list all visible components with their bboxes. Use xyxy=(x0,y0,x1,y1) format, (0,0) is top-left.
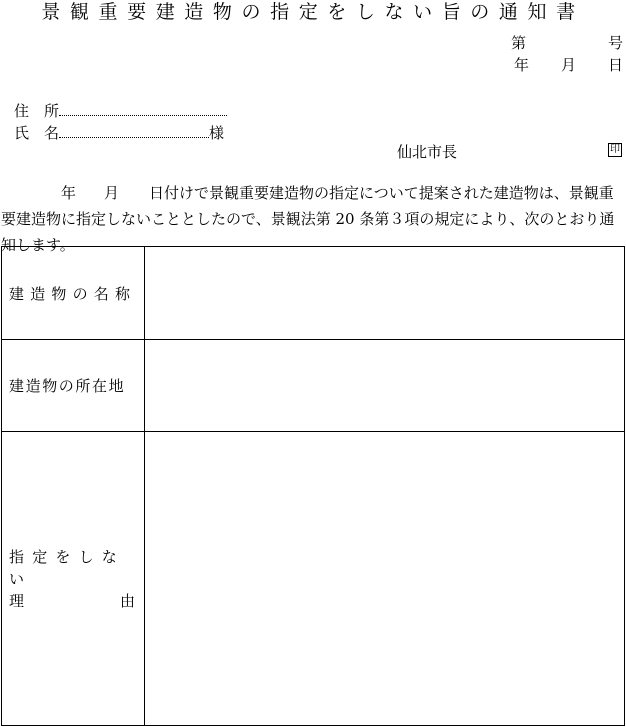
table-row xyxy=(2,247,625,340)
date-day: 日 xyxy=(607,56,623,74)
address-line xyxy=(14,101,227,121)
body-month: 月 xyxy=(104,184,120,202)
building-location-label: 建造物の所在地 xyxy=(9,377,126,395)
body-text: 日付けで景観重要建造物の指定について提案された建造物は、景観重要建造物に指定しないこととしたので、景観法第 20 条第３項の規定により、次のとおり通知します。 xyxy=(1,184,615,254)
document-title: 景観重要建造物の指定をしない旨の通知書 xyxy=(41,1,585,23)
address-field[interactable] xyxy=(59,101,227,116)
building-name-label: 建造物の名称 xyxy=(9,284,137,303)
number-suffix: 号 xyxy=(607,34,623,52)
number-prefix: 第 xyxy=(510,34,526,52)
reason-label-ri: 理 xyxy=(9,591,25,610)
seal-mark: 印 xyxy=(610,144,620,155)
name-line xyxy=(14,123,224,143)
building-name-label-cell xyxy=(2,247,145,340)
date-month: 月 xyxy=(560,56,576,74)
issuer-title: 仙北市長 xyxy=(397,143,458,161)
reason-value[interactable] xyxy=(145,432,625,726)
name-field[interactable] xyxy=(59,123,209,138)
name-label: 氏 名 xyxy=(14,124,60,142)
building-name-value[interactable] xyxy=(145,247,625,340)
table-row xyxy=(2,340,625,432)
building-location-value[interactable] xyxy=(145,340,625,432)
reason-label-line1: 指定をしない xyxy=(9,547,126,588)
building-location-label-cell xyxy=(2,340,145,432)
date-year: 年 xyxy=(513,56,529,74)
address-label: 住 所 xyxy=(14,102,60,120)
reason-label-yu: 由 xyxy=(119,591,135,610)
document-number xyxy=(511,33,623,53)
body-year: 年 xyxy=(61,184,77,202)
reason-label-cell xyxy=(2,432,145,726)
honorific: 様 xyxy=(209,124,225,142)
table-row xyxy=(2,432,625,726)
details-table xyxy=(1,246,625,726)
reason-label-line2 xyxy=(9,590,135,612)
issue-date xyxy=(514,55,623,75)
